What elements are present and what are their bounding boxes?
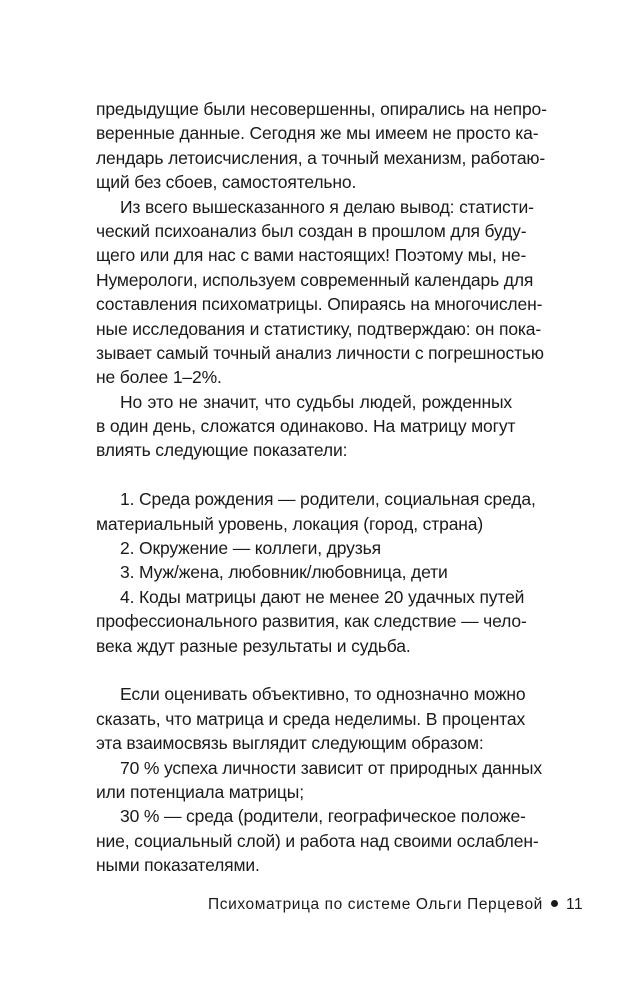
list-item-line: 3. Муж/жена, любовник/любовница, дети (120, 562, 448, 583)
list-item-line: материальный уровень, локация (город, страна) (96, 513, 484, 534)
text-line: зывает самый точный анализ личности с погрешностью (96, 342, 544, 363)
text-line: Нумерологи, используем современный календарь для (96, 269, 534, 290)
text-line: ными показателями. (96, 855, 260, 876)
page-footer (208, 896, 584, 914)
paragraph-gap (96, 463, 512, 487)
text-line: составления психоматрицы. Опираясь на многочислен- (96, 294, 543, 315)
list-item-line: века ждут разные результаты и судьба. (96, 635, 411, 656)
text-line: Из всего вышесказанного я делаю вывод: статисти- (120, 196, 534, 217)
list-item-line: 4. Коды матрицы дают не менее 20 удачных путей (120, 586, 525, 607)
text-line: предыдущие были несовершенны, опирались на непро- (96, 99, 547, 119)
list-item-line: 2. Окружение — коллеги, друзья (120, 538, 381, 559)
text-line: щего или для нас с вами настоящих! Поэтому мы, не- (96, 245, 527, 266)
text-line: 30 % — среда (родители, географическое положе- (120, 806, 526, 827)
text-line: ческий психоанализ был создан в прошлом для буду- (96, 220, 527, 241)
list-item-line: 1. Среда рождения — родители, социальная среда, (120, 489, 536, 510)
text-line: Но это не значит, что судьбы людей, рожденных (120, 391, 512, 412)
text-line: в один день, сложатся одинаково. На матрицу могут (96, 416, 516, 437)
text-line: ные исследования и статистику, подтверждаю: он пока- (96, 318, 542, 339)
text-line: Если оценивать объективно, то однозначно можно (120, 684, 526, 705)
list-item-line: профессионального развития, как следствие — чело- (96, 611, 527, 632)
text-line: щий без сбоев, самостоятельно. (96, 172, 357, 193)
text-line: или потенциала матрицы; (96, 781, 304, 802)
text-line: ние, социальный слой) и работа над своими ослаблен- (96, 830, 539, 851)
text-line: сказать, что матрица и среда неделимы. В процентах (96, 708, 526, 729)
text-line: эта взаимосвязь выглядит следующим образом: (96, 733, 484, 754)
body-text (96, 97, 547, 878)
text-line: влиять следующие показатели: (96, 440, 348, 461)
text-line: 70 % успеха личности зависит от природных данных (120, 757, 542, 778)
page-number: 11 (565, 896, 584, 913)
text-line: веренные данные. Сегодня же мы имеем не просто ка- (96, 123, 539, 144)
running-title: Психоматрица по системе Ольги Перцевой (208, 896, 543, 913)
text-line: лендарь летоисчисления, а точный механизм, работаю- (96, 147, 546, 168)
bullet-separator (551, 900, 558, 907)
text-line: не более 1–2%. (96, 367, 222, 388)
paragraph-gap (96, 658, 512, 682)
